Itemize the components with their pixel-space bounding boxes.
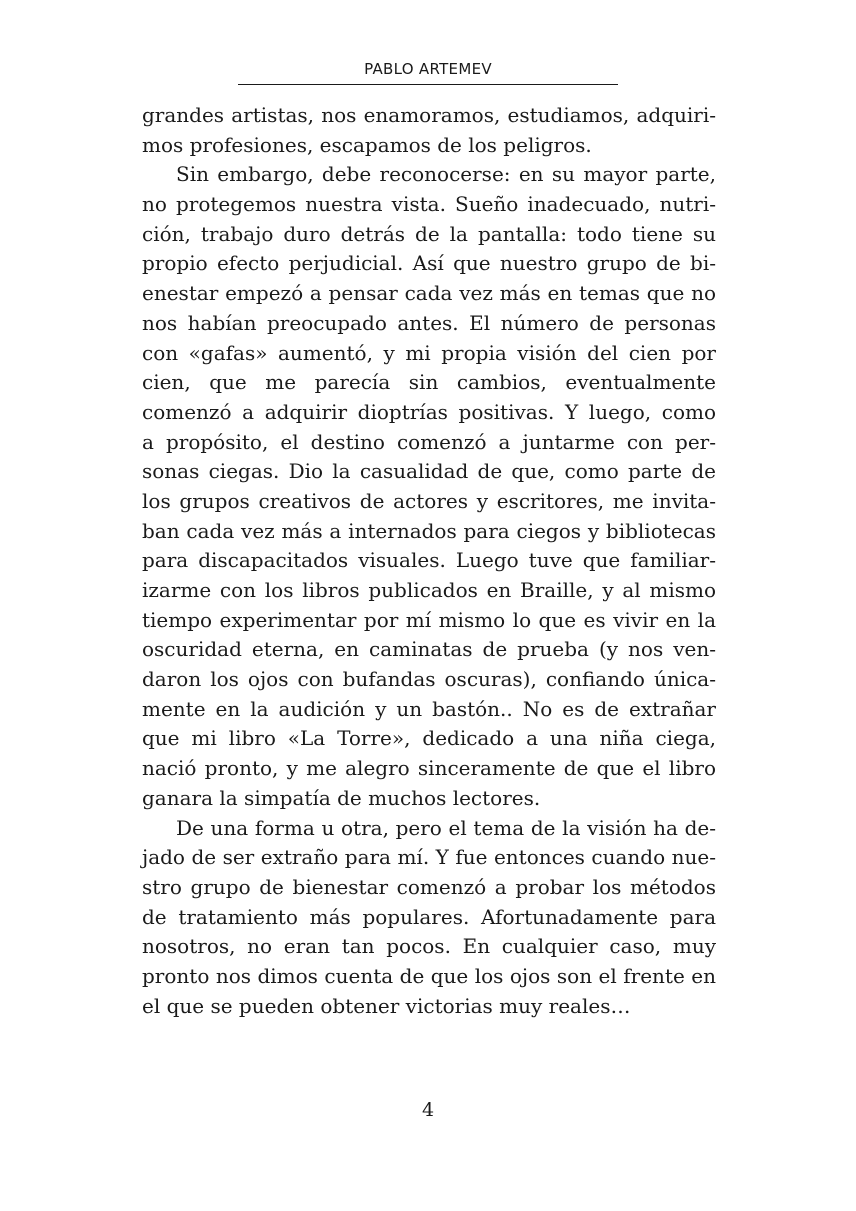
text-line: sonas ciegas. Dio la casualidad de que, como parte de [142, 459, 716, 484]
text-line: nosotros, no eran tan pocos. En cualquier caso, muy [142, 934, 716, 959]
text-line: nació pronto, y me alegro sinceramente de que el libro [142, 756, 716, 781]
text-line: el que se pueden obtener victorias muy reales… [142, 993, 631, 1018]
text-line: que mi libro «La Torre», dedicado a una niña ciega, [142, 726, 716, 751]
text-line: para discapacitados visuales. Luego tuve que familiar- [142, 548, 716, 573]
text-line: pronto nos dimos cuenta de que los ojos son el frente en [142, 963, 716, 988]
text-line: comenzó a adquirir dioptrías positivas. Y luego, como [142, 399, 716, 424]
body-text [142, 101, 716, 1021]
running-head-author: PABLO ARTEMEV [364, 60, 492, 78]
text-line: ban cada vez más a internados para ciegos y bibliotecas [142, 518, 716, 543]
text-line: los grupos creativos de actores y escritores, me invita- [142, 488, 716, 513]
text-line: propio efecto perjudicial. Así que nuestro grupo de bi- [142, 251, 716, 276]
text-line: no protegemos nuestra vista. Sueño inadecuado, nutri- [142, 192, 716, 217]
text-line: de tratamiento más populares. Afortunadamente para [142, 904, 716, 929]
text-line: izarme con los libros publicados en Braille, y al mismo [142, 578, 716, 602]
paragraph [142, 814, 716, 1022]
text-line: ganara la simpatía de muchos lectores. [142, 785, 541, 810]
text-line: grandes artistas, nos enamoramos, estudiamos, adquiri- [142, 103, 716, 127]
text-line: ción, trabajo duro detrás de la pantalla: todo tiene su [142, 221, 716, 246]
text-line: mente en la audición y un bastón.. No es de extrañar [142, 696, 716, 721]
text-line: a propósito, el destino comenzó a juntarme con per- [142, 429, 716, 454]
text-line: tiempo experimentar por mí mismo lo que es vivir en la [142, 607, 716, 632]
header-rule [238, 84, 618, 85]
text-line: nos habían preocupado antes. El número de personas [142, 310, 716, 335]
text-line: cien, que me parecía sin cambios, eventualmente [142, 370, 716, 395]
text-line: mos profesiones, escapamos de los peligros. [142, 132, 592, 157]
paragraph [142, 160, 716, 813]
page-number: 4 [421, 1099, 435, 1121]
text-line: De una forma u otra, pero el tema de la visión ha de- [176, 815, 716, 840]
text-line: con «gafas» aumentó, y mi propia visión del cien por [142, 340, 716, 365]
paragraph [142, 101, 716, 160]
text-line: Sin embargo, debe reconocerse: en su mayor parte, [176, 162, 716, 187]
text-line: daron los ojos con bufandas oscuras), confiando única- [142, 667, 716, 692]
text-line: stro grupo de bienestar comenzó a probar los métodos [142, 874, 716, 899]
text-line: enestar empezó a pensar cada vez más en temas que no [142, 281, 716, 306]
text-line: oscuridad eterna, en caminatas de prueba (y nos ven- [142, 637, 716, 662]
text-line: jado de ser extraño para mí. Y fue entonces cuando nue- [142, 845, 716, 870]
